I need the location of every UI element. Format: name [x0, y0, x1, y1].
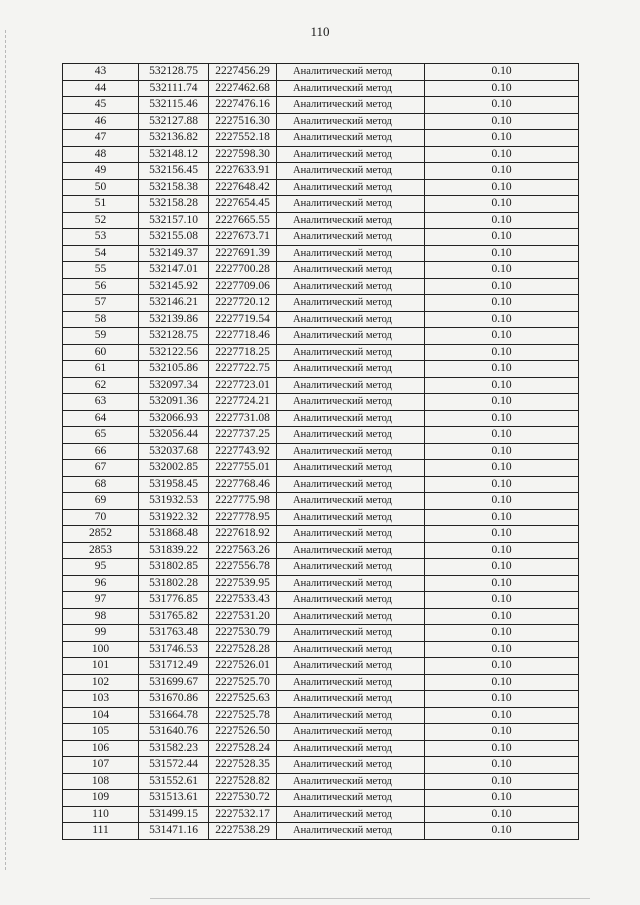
y-coordinate-cell: 2227775.98: [209, 493, 277, 510]
method-cell: Аналитический метод: [277, 773, 425, 790]
point-number-cell: 103: [63, 691, 139, 708]
y-coordinate-cell: 2227648.42: [209, 179, 277, 196]
x-coordinate-cell: 532156.45: [139, 163, 209, 180]
method-cell: Аналитический метод: [277, 394, 425, 411]
scan-margin-marks: [5, 30, 9, 870]
accuracy-cell: 0.10: [425, 196, 579, 213]
accuracy-cell: 0.10: [425, 559, 579, 576]
accuracy-cell: 0.10: [425, 64, 579, 81]
accuracy-cell: 0.10: [425, 724, 579, 741]
table-row: [63, 113, 579, 130]
x-coordinate-cell: 532139.86: [139, 311, 209, 328]
accuracy-cell: 0.10: [425, 179, 579, 196]
point-number-cell: 105: [63, 724, 139, 741]
x-coordinate-cell: 532157.10: [139, 212, 209, 229]
table-row: [63, 526, 579, 543]
accuracy-cell: 0.10: [425, 542, 579, 559]
accuracy-cell: 0.10: [425, 377, 579, 394]
y-coordinate-cell: 2227598.30: [209, 146, 277, 163]
accuracy-cell: 0.10: [425, 80, 579, 97]
accuracy-cell: 0.10: [425, 427, 579, 444]
y-coordinate-cell: 2227718.46: [209, 328, 277, 345]
method-cell: Аналитический метод: [277, 278, 425, 295]
point-number-cell: 101: [63, 658, 139, 675]
x-coordinate-cell: 531552.61: [139, 773, 209, 790]
method-cell: Аналитический метод: [277, 460, 425, 477]
x-coordinate-cell: 532128.75: [139, 328, 209, 345]
accuracy-cell: 0.10: [425, 311, 579, 328]
y-coordinate-cell: 2227530.72: [209, 790, 277, 807]
point-number-cell: 54: [63, 245, 139, 262]
method-cell: Аналитический метод: [277, 806, 425, 823]
table-row: [63, 773, 579, 790]
y-coordinate-cell: 2227516.30: [209, 113, 277, 130]
accuracy-cell: 0.10: [425, 229, 579, 246]
table-row: [63, 410, 579, 427]
x-coordinate-cell: 532158.28: [139, 196, 209, 213]
point-number-cell: 67: [63, 460, 139, 477]
table-row: [63, 724, 579, 741]
table-row: [63, 179, 579, 196]
x-coordinate-cell: 531670.86: [139, 691, 209, 708]
method-cell: Аналитический метод: [277, 179, 425, 196]
accuracy-cell: 0.10: [425, 328, 579, 345]
x-coordinate-cell: 531922.32: [139, 509, 209, 526]
method-cell: Аналитический метод: [277, 757, 425, 774]
point-number-cell: 68: [63, 476, 139, 493]
table-row: [63, 245, 579, 262]
accuracy-cell: 0.10: [425, 476, 579, 493]
table-row: [63, 163, 579, 180]
method-cell: Аналитический метод: [277, 328, 425, 345]
x-coordinate-cell: 532105.86: [139, 361, 209, 378]
y-coordinate-cell: 2227530.79: [209, 625, 277, 642]
accuracy-cell: 0.10: [425, 460, 579, 477]
x-coordinate-cell: 531802.28: [139, 575, 209, 592]
point-number-cell: 2852: [63, 526, 139, 543]
y-coordinate-cell: 2227552.18: [209, 130, 277, 147]
y-coordinate-cell: 2227539.95: [209, 575, 277, 592]
point-number-cell: 46: [63, 113, 139, 130]
point-number-cell: 49: [63, 163, 139, 180]
page-number: 110: [310, 24, 330, 39]
accuracy-cell: 0.10: [425, 394, 579, 411]
y-coordinate-cell: 2227528.35: [209, 757, 277, 774]
method-cell: Аналитический метод: [277, 97, 425, 114]
x-coordinate-cell: 531868.48: [139, 526, 209, 543]
y-coordinate-cell: 2227654.45: [209, 196, 277, 213]
point-number-cell: 110: [63, 806, 139, 823]
y-coordinate-cell: 2227528.24: [209, 740, 277, 757]
y-coordinate-cell: 2227456.29: [209, 64, 277, 81]
x-coordinate-cell: 531513.61: [139, 790, 209, 807]
method-cell: Аналитический метод: [277, 295, 425, 312]
x-coordinate-cell: 532149.37: [139, 245, 209, 262]
y-coordinate-cell: 2227743.92: [209, 443, 277, 460]
table-row: [63, 80, 579, 97]
method-cell: Аналитический метод: [277, 625, 425, 642]
point-number-cell: 66: [63, 443, 139, 460]
table-row: [63, 262, 579, 279]
accuracy-cell: 0.10: [425, 245, 579, 262]
method-cell: Аналитический метод: [277, 427, 425, 444]
accuracy-cell: 0.10: [425, 526, 579, 543]
y-coordinate-cell: 2227525.78: [209, 707, 277, 724]
method-cell: Аналитический метод: [277, 608, 425, 625]
table-row: [63, 443, 579, 460]
method-cell: Аналитический метод: [277, 823, 425, 840]
x-coordinate-cell: 531712.49: [139, 658, 209, 675]
method-cell: Аналитический метод: [277, 229, 425, 246]
point-number-cell: 63: [63, 394, 139, 411]
x-coordinate-cell: 532127.88: [139, 113, 209, 130]
table-row: [63, 377, 579, 394]
point-number-cell: 50: [63, 179, 139, 196]
table-row: [63, 311, 579, 328]
method-cell: Аналитический метод: [277, 64, 425, 81]
table-row: [63, 344, 579, 361]
table-row: [63, 641, 579, 658]
table-row: [63, 361, 579, 378]
x-coordinate-cell: 531839.22: [139, 542, 209, 559]
accuracy-cell: 0.10: [425, 575, 579, 592]
x-coordinate-cell: 531582.23: [139, 740, 209, 757]
table-row: [63, 64, 579, 81]
method-cell: Аналитический метод: [277, 559, 425, 576]
method-cell: Аналитический метод: [277, 542, 425, 559]
point-number-cell: 102: [63, 674, 139, 691]
y-coordinate-cell: 2227673.71: [209, 229, 277, 246]
method-cell: Аналитический метод: [277, 509, 425, 526]
method-cell: Аналитический метод: [277, 245, 425, 262]
x-coordinate-cell: 532066.93: [139, 410, 209, 427]
point-number-cell: 61: [63, 361, 139, 378]
accuracy-cell: 0.10: [425, 707, 579, 724]
accuracy-cell: 0.10: [425, 674, 579, 691]
point-number-cell: 45: [63, 97, 139, 114]
accuracy-cell: 0.10: [425, 278, 579, 295]
method-cell: Аналитический метод: [277, 592, 425, 609]
point-number-cell: 57: [63, 295, 139, 312]
table-row: [63, 229, 579, 246]
point-number-cell: 64: [63, 410, 139, 427]
table-row: [63, 625, 579, 642]
x-coordinate-cell: 532091.36: [139, 394, 209, 411]
method-cell: Аналитический метод: [277, 311, 425, 328]
table-row: [63, 212, 579, 229]
x-coordinate-cell: 532111.74: [139, 80, 209, 97]
accuracy-cell: 0.10: [425, 608, 579, 625]
y-coordinate-cell: 2227720.12: [209, 295, 277, 312]
method-cell: Аналитический метод: [277, 707, 425, 724]
point-number-cell: 43: [63, 64, 139, 81]
method-cell: Аналитический метод: [277, 361, 425, 378]
point-number-cell: 70: [63, 509, 139, 526]
method-cell: Аналитический метод: [277, 674, 425, 691]
y-coordinate-cell: 2227532.17: [209, 806, 277, 823]
point-number-cell: 60: [63, 344, 139, 361]
point-number-cell: 96: [63, 575, 139, 592]
table-row: [63, 592, 579, 609]
method-cell: Аналитический метод: [277, 163, 425, 180]
accuracy-cell: 0.10: [425, 790, 579, 807]
y-coordinate-cell: 2227723.01: [209, 377, 277, 394]
point-number-cell: 62: [63, 377, 139, 394]
x-coordinate-cell: 532097.34: [139, 377, 209, 394]
x-coordinate-cell: 531640.76: [139, 724, 209, 741]
point-number-cell: 44: [63, 80, 139, 97]
accuracy-cell: 0.10: [425, 806, 579, 823]
x-coordinate-cell: 532115.46: [139, 97, 209, 114]
accuracy-cell: 0.10: [425, 443, 579, 460]
y-coordinate-cell: 2227665.55: [209, 212, 277, 229]
method-cell: Аналитический метод: [277, 691, 425, 708]
point-number-cell: 104: [63, 707, 139, 724]
point-number-cell: 65: [63, 427, 139, 444]
accuracy-cell: 0.10: [425, 295, 579, 312]
accuracy-cell: 0.10: [425, 493, 579, 510]
table-row: [63, 691, 579, 708]
x-coordinate-cell: 532146.21: [139, 295, 209, 312]
accuracy-cell: 0.10: [425, 361, 579, 378]
x-coordinate-cell: 532155.08: [139, 229, 209, 246]
x-coordinate-cell: 532158.38: [139, 179, 209, 196]
point-number-cell: 69: [63, 493, 139, 510]
point-number-cell: 52: [63, 212, 139, 229]
scan-bottom-edge: [150, 898, 590, 899]
point-number-cell: 56: [63, 278, 139, 295]
method-cell: Аналитический метод: [277, 493, 425, 510]
y-coordinate-cell: 2227691.39: [209, 245, 277, 262]
method-cell: Аналитический метод: [277, 212, 425, 229]
method-cell: Аналитический метод: [277, 113, 425, 130]
table-row: [63, 674, 579, 691]
y-coordinate-cell: 2227533.43: [209, 592, 277, 609]
accuracy-cell: 0.10: [425, 691, 579, 708]
x-coordinate-cell: 532037.68: [139, 443, 209, 460]
y-coordinate-cell: 2227778.95: [209, 509, 277, 526]
method-cell: Аналитический метод: [277, 476, 425, 493]
y-coordinate-cell: 2227709.06: [209, 278, 277, 295]
method-cell: Аналитический метод: [277, 658, 425, 675]
point-number-cell: 55: [63, 262, 139, 279]
accuracy-cell: 0.10: [425, 113, 579, 130]
point-number-cell: 47: [63, 130, 139, 147]
y-coordinate-cell: 2227618.92: [209, 526, 277, 543]
y-coordinate-cell: 2227462.68: [209, 80, 277, 97]
method-cell: Аналитический метод: [277, 575, 425, 592]
method-cell: Аналитический метод: [277, 641, 425, 658]
accuracy-cell: 0.10: [425, 97, 579, 114]
method-cell: Аналитический метод: [277, 262, 425, 279]
method-cell: Аналитический метод: [277, 410, 425, 427]
accuracy-cell: 0.10: [425, 625, 579, 642]
accuracy-cell: 0.10: [425, 757, 579, 774]
point-number-cell: 95: [63, 559, 139, 576]
x-coordinate-cell: 531499.15: [139, 806, 209, 823]
table-row: [63, 146, 579, 163]
accuracy-cell: 0.10: [425, 823, 579, 840]
y-coordinate-cell: 2227722.75: [209, 361, 277, 378]
point-number-cell: 111: [63, 823, 139, 840]
coordinates-table: [62, 63, 579, 840]
accuracy-cell: 0.10: [425, 262, 579, 279]
y-coordinate-cell: 2227633.91: [209, 163, 277, 180]
table-row: [63, 757, 579, 774]
x-coordinate-cell: 531471.16: [139, 823, 209, 840]
table-row: [63, 559, 579, 576]
x-coordinate-cell: 532148.12: [139, 146, 209, 163]
x-coordinate-cell: 531664.78: [139, 707, 209, 724]
y-coordinate-cell: 2227724.21: [209, 394, 277, 411]
y-coordinate-cell: 2227700.28: [209, 262, 277, 279]
table-row: [63, 97, 579, 114]
accuracy-cell: 0.10: [425, 773, 579, 790]
coordinates-table-body: [63, 64, 579, 840]
x-coordinate-cell: 532128.75: [139, 64, 209, 81]
method-cell: Аналитический метод: [277, 377, 425, 394]
table-row: [63, 707, 579, 724]
method-cell: Аналитический метод: [277, 80, 425, 97]
x-coordinate-cell: 532122.56: [139, 344, 209, 361]
table-row: [63, 328, 579, 345]
table-row: [63, 542, 579, 559]
x-coordinate-cell: 532147.01: [139, 262, 209, 279]
x-coordinate-cell: 531765.82: [139, 608, 209, 625]
method-cell: Аналитический метод: [277, 740, 425, 757]
table-row: [63, 427, 579, 444]
accuracy-cell: 0.10: [425, 509, 579, 526]
accuracy-cell: 0.10: [425, 592, 579, 609]
point-number-cell: 106: [63, 740, 139, 757]
accuracy-cell: 0.10: [425, 344, 579, 361]
table-row: [63, 658, 579, 675]
point-number-cell: 59: [63, 328, 139, 345]
point-number-cell: 98: [63, 608, 139, 625]
x-coordinate-cell: 531776.85: [139, 592, 209, 609]
x-coordinate-cell: 532136.82: [139, 130, 209, 147]
table-row: [63, 460, 579, 477]
table-row: [63, 823, 579, 840]
point-number-cell: 53: [63, 229, 139, 246]
method-cell: Аналитический метод: [277, 724, 425, 741]
method-cell: Аналитический метод: [277, 443, 425, 460]
method-cell: Аналитический метод: [277, 344, 425, 361]
accuracy-cell: 0.10: [425, 212, 579, 229]
y-coordinate-cell: 2227526.50: [209, 724, 277, 741]
table-row: [63, 740, 579, 757]
table-row: [63, 575, 579, 592]
x-coordinate-cell: 532056.44: [139, 427, 209, 444]
accuracy-cell: 0.10: [425, 163, 579, 180]
method-cell: Аналитический метод: [277, 526, 425, 543]
x-coordinate-cell: 531958.45: [139, 476, 209, 493]
y-coordinate-cell: 2227731.08: [209, 410, 277, 427]
accuracy-cell: 0.10: [425, 130, 579, 147]
point-number-cell: 99: [63, 625, 139, 642]
y-coordinate-cell: 2227538.29: [209, 823, 277, 840]
table-row: [63, 196, 579, 213]
point-number-cell: 48: [63, 146, 139, 163]
y-coordinate-cell: 2227768.46: [209, 476, 277, 493]
point-number-cell: 58: [63, 311, 139, 328]
y-coordinate-cell: 2227528.82: [209, 773, 277, 790]
table-row: [63, 806, 579, 823]
method-cell: Аналитический метод: [277, 196, 425, 213]
point-number-cell: 109: [63, 790, 139, 807]
point-number-cell: 107: [63, 757, 139, 774]
table-row: [63, 476, 579, 493]
y-coordinate-cell: 2227563.26: [209, 542, 277, 559]
x-coordinate-cell: 531746.53: [139, 641, 209, 658]
x-coordinate-cell: 531699.67: [139, 674, 209, 691]
accuracy-cell: 0.10: [425, 410, 579, 427]
point-number-cell: 97: [63, 592, 139, 609]
method-cell: Аналитический метод: [277, 146, 425, 163]
table-row: [63, 295, 579, 312]
accuracy-cell: 0.10: [425, 740, 579, 757]
accuracy-cell: 0.10: [425, 146, 579, 163]
x-coordinate-cell: 531932.53: [139, 493, 209, 510]
table-row: [63, 130, 579, 147]
x-coordinate-cell: 531572.44: [139, 757, 209, 774]
x-coordinate-cell: 531763.48: [139, 625, 209, 642]
method-cell: Аналитический метод: [277, 130, 425, 147]
y-coordinate-cell: 2227525.70: [209, 674, 277, 691]
y-coordinate-cell: 2227528.28: [209, 641, 277, 658]
y-coordinate-cell: 2227526.01: [209, 658, 277, 675]
accuracy-cell: 0.10: [425, 658, 579, 675]
y-coordinate-cell: 2227556.78: [209, 559, 277, 576]
table-row: [63, 493, 579, 510]
method-cell: Аналитический метод: [277, 790, 425, 807]
table-row: [63, 278, 579, 295]
y-coordinate-cell: 2227531.20: [209, 608, 277, 625]
accuracy-cell: 0.10: [425, 641, 579, 658]
point-number-cell: 51: [63, 196, 139, 213]
x-coordinate-cell: 531802.85: [139, 559, 209, 576]
table-row: [63, 790, 579, 807]
table-row: [63, 608, 579, 625]
y-coordinate-cell: 2227476.16: [209, 97, 277, 114]
x-coordinate-cell: 532145.92: [139, 278, 209, 295]
table-row: [63, 394, 579, 411]
point-number-cell: 108: [63, 773, 139, 790]
y-coordinate-cell: 2227719.54: [209, 311, 277, 328]
y-coordinate-cell: 2227525.63: [209, 691, 277, 708]
x-coordinate-cell: 532002.85: [139, 460, 209, 477]
point-number-cell: 100: [63, 641, 139, 658]
table-row: [63, 509, 579, 526]
y-coordinate-cell: 2227755.01: [209, 460, 277, 477]
y-coordinate-cell: 2227737.25: [209, 427, 277, 444]
y-coordinate-cell: 2227718.25: [209, 344, 277, 361]
point-number-cell: 2853: [63, 542, 139, 559]
